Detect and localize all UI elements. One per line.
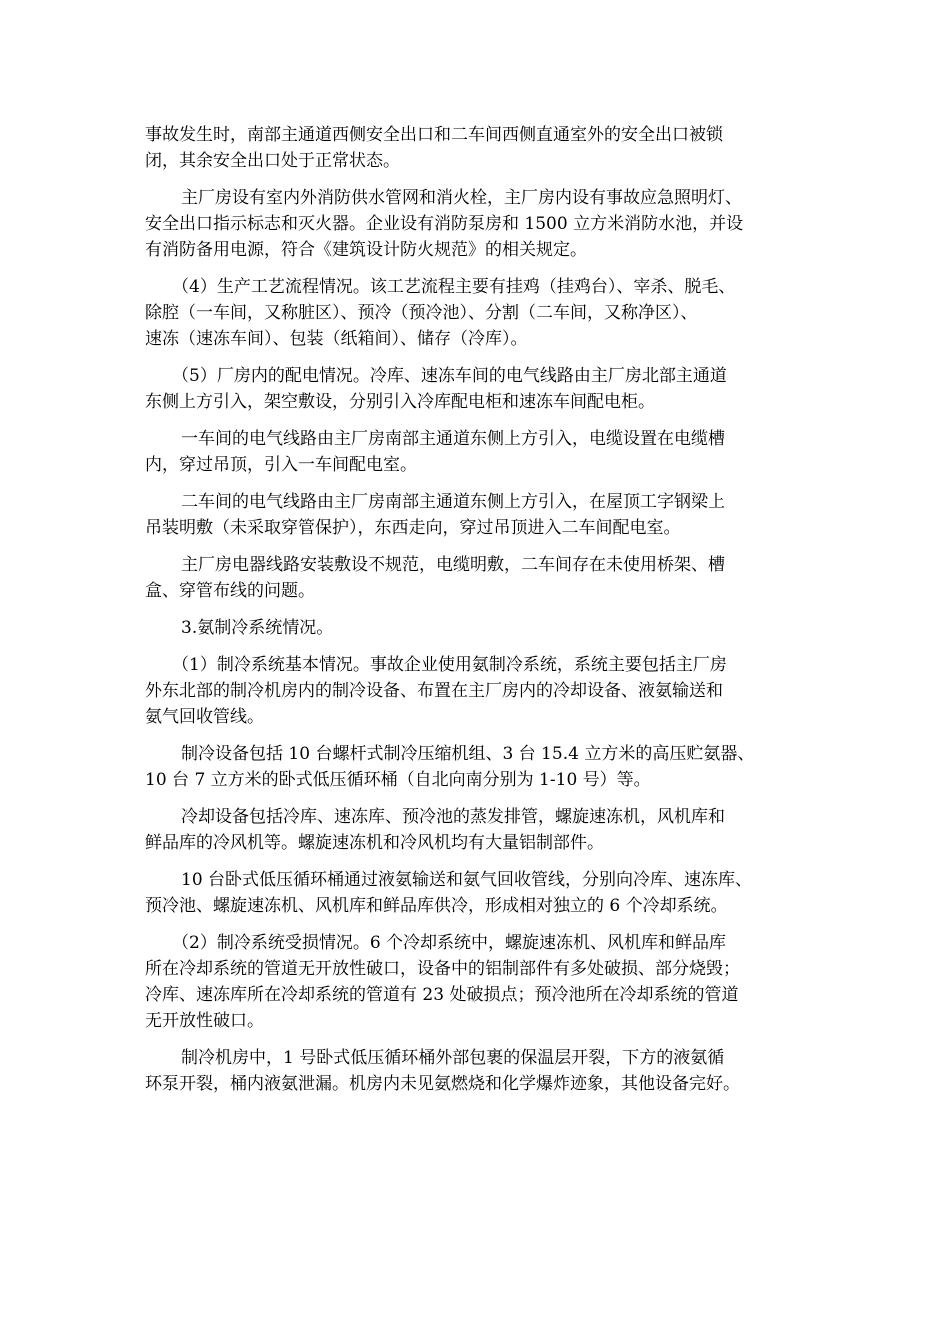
paragraph-process-flow	[145, 274, 815, 352]
paragraph-refrigeration-equipment	[145, 741, 815, 793]
paragraph-machine-room	[145, 1045, 815, 1097]
text-line: 除腔（一车间，又称脏区）、预冷（预冷池）、分割（二车间，又称净区）、	[145, 303, 698, 323]
paragraph-exit-status	[145, 122, 815, 174]
text-line: 外东北部的制冷机房内的制冷设备、布置在主厂房内的冷却设备、液氨输送和	[145, 681, 723, 701]
text-line: 氨气回收管线。	[145, 707, 264, 727]
paragraph-fire-protection	[145, 185, 815, 263]
paragraph-workshop-one-wiring	[145, 426, 815, 478]
text-line: 主厂房设有室内外消防供水管网和消火栓，主厂房内设有事故应急照明灯、	[181, 188, 742, 208]
text-line: 内，穿过吊顶，引入一车间配电室。	[145, 455, 417, 475]
text-line: 主厂房电器线路安装敷设不规范，电缆明敷，二车间存在未使用桥架、槽	[181, 555, 725, 575]
text-line: 预冷池、螺旋速冻机、风机库和鲜品库供冷，形成相对独立的 6 个冷却系统。	[145, 896, 728, 916]
paragraph-circulation-barrels	[145, 867, 815, 919]
text-line: 事故发生时，南部主通道西侧安全出口和二车间西侧直通室外的安全出口被锁	[145, 125, 723, 145]
paragraph-power-distribution	[145, 363, 815, 415]
text-line: 10 台卧式低压循环桶通过液氨输送和氨气回收管线，分别向冷库、速冻库、	[181, 870, 753, 890]
text-line: 二车间的电气线路由主厂房南部主通道东侧上方引入，在屋顶工字钢梁上	[181, 492, 725, 512]
text-line: 制冷设备包括 10 台螺杆式制冷压缩机组、3 台 15.4 立方米的高压贮氨器、	[181, 744, 755, 764]
text-line: 所在冷却系统的管道无开放性破口，设备中的铝制部件有多处破损、部分烧毁；	[145, 959, 740, 979]
text-line: 闭，其余安全出口处于正常状态。	[145, 151, 400, 171]
text-line: 10 台 7 立方米的卧式低压循环桶（自北向南分别为 1-10 号）等。	[145, 770, 651, 790]
text-line: （5）厂房内的配电情况。冷库、速冻车间的电气线路由主厂房北部主通道	[172, 366, 727, 386]
paragraph-refrigeration-basics	[145, 652, 815, 730]
text-line: 吊装明敷（未采取穿管保护），东西走向，穿过吊顶进入二车间配电室。	[145, 518, 681, 538]
text-line: 3.氨制冷系统情况。	[181, 618, 334, 638]
text-line: 一车间的电气线路由主厂房南部主通道东侧上方引入，电缆设置在电缆槽	[181, 429, 725, 449]
paragraph-refrigeration-damage	[145, 930, 815, 1034]
document-page	[145, 122, 815, 1108]
text-line: （4）生产工艺流程情况。该工艺流程主要有挂鸡（挂鸡台）、宰杀、脱毛、	[172, 277, 736, 297]
text-line: （1）制冷系统基本情况。事故企业使用氨制冷系统，系统主要包括主厂房	[172, 655, 727, 675]
text-line: 环泵开裂，桶内液氨泄漏。机房内未见氨燃烧和化学爆炸迹象，其他设备完好。	[145, 1074, 740, 1094]
paragraph-cooling-equipment	[145, 804, 815, 856]
text-line: 鲜品库的冷风机等。螺旋速冻机和冷风机均有大量铝制部件。	[145, 833, 604, 853]
text-line: 制冷机房中，1 号卧式低压循环桶外部包裹的保温层开裂，下方的液氨循	[181, 1048, 725, 1068]
text-line: 盒、穿管布线的问题。	[145, 581, 315, 601]
text-line: 冷却设备包括冷库、速冻库、预冷池的蒸发排管，螺旋速冻机，风机库和	[181, 807, 725, 827]
paragraph-wiring-issues	[145, 552, 815, 604]
text-line: 速冻（速冻车间）、包装（纸箱间）、储存（冷库）。	[145, 329, 528, 349]
paragraph-workshop-two-wiring	[145, 489, 815, 541]
text-line: 安全出口指示标志和灭火器。企业设有消防泵房和 1500 立方米消防水池，并设	[145, 214, 744, 234]
text-line: （2）制冷系统受损情况。6 个冷却系统中，螺旋速冻机、风机库和鲜品库	[172, 933, 727, 953]
text-line: 无开放性破口。	[145, 1011, 264, 1031]
text-line: 东侧上方引入，架空敷设，分别引入冷库配电柜和速冻车间配电柜。	[145, 392, 655, 412]
text-line: 冷库、速冻库所在冷却系统的管道有 23 处破损点；预冷池所在冷却系统的管道	[145, 985, 739, 1005]
text-line: 有消防备用电源，符合《建筑设计防火规范》的相关规定。	[145, 240, 587, 260]
section-heading-ammonia-refrigeration	[145, 615, 815, 641]
